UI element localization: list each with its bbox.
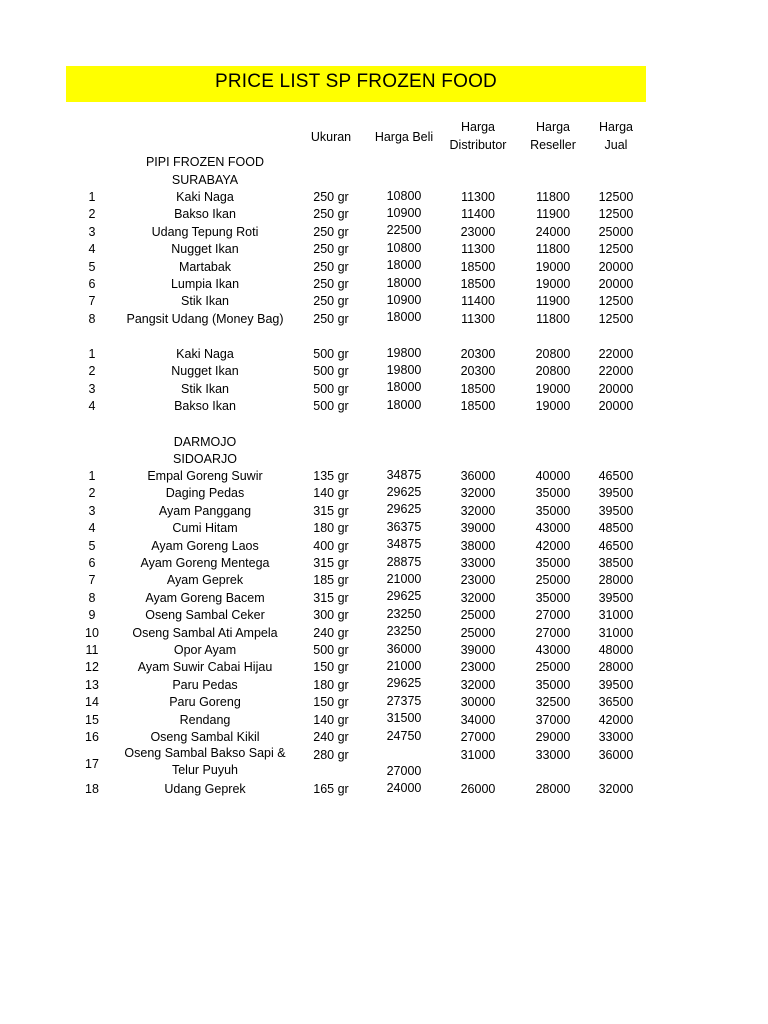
row-harga-beli: 18000 (386, 258, 422, 273)
row-harga-jual: 31000 (598, 608, 634, 623)
row-number: 7 (88, 294, 96, 309)
row-size: 500 gr (313, 364, 349, 379)
row-harga-jual: 48500 (598, 521, 634, 536)
row-product-name: Ayam Goreng Bacem (145, 590, 265, 605)
row-harga-beli: 31500 (386, 711, 422, 726)
row-harga-jual: 46500 (598, 469, 634, 483)
row-number: 2 (88, 364, 96, 379)
row-size: 150 gr (313, 695, 349, 710)
row-product-name: Stik Ikan (181, 294, 229, 309)
row-harga-jual: 22000 (598, 347, 634, 361)
row-size: 250 gr (313, 277, 349, 291)
row-harga-distributor: 23000 (460, 573, 496, 588)
row-product-name: Bakso Ikan (174, 399, 236, 414)
row-harga-distributor: 11300 (461, 190, 495, 204)
row-harga-beli: 10900 (386, 205, 422, 220)
row-product-name: Lumpia Ikan (170, 277, 240, 291)
row-number: 1 (88, 347, 96, 361)
row-harga-jual: 12500 (598, 242, 634, 257)
row-harga-beli: 10900 (386, 292, 422, 307)
row-product-name: Ayam Goreng Laos (151, 538, 259, 553)
row-harga-reseller: 20800 (535, 347, 571, 361)
row-harga-beli: 23250 (386, 624, 422, 639)
row-size: 315 gr (313, 556, 349, 570)
row-size: 140 gr (313, 486, 349, 501)
row-product-name: Stik Ikan (181, 381, 229, 396)
row-harga-reseller: 11800 (536, 242, 570, 257)
row-size: 140 gr (313, 712, 349, 727)
row-harga-jual: 20000 (598, 259, 634, 274)
row-number: 15 (85, 712, 99, 727)
row-size: 300 gr (313, 608, 349, 623)
row-harga-distributor: 27000 (460, 730, 496, 744)
row-product-name: Cumi Hitam (172, 521, 238, 536)
row-harga-jual: 31000 (598, 625, 634, 640)
row-harga-distributor: 11400 (461, 207, 495, 222)
row-harga-beli: 19800 (386, 362, 422, 377)
row-harga-jual: 12500 (598, 190, 634, 204)
row-harga-distributor: 31000 (460, 748, 496, 763)
row-number: 8 (88, 311, 96, 326)
row-harga-distributor: 20300 (460, 364, 496, 379)
row-number: 3 (88, 381, 96, 396)
row-harga-distributor: 32000 (460, 590, 496, 605)
row-product-name: Nugget Ikan (171, 242, 239, 257)
section3-heading-1: DARMOJO (173, 435, 237, 449)
row-size: 250 gr (313, 242, 349, 257)
header-size: Ukuran (310, 130, 352, 144)
row-size: 180 gr (313, 521, 349, 536)
row-size: 185 gr (313, 573, 349, 588)
row-harga-beli: 21000 (386, 658, 422, 673)
row-harga-distributor: 32000 (460, 503, 496, 518)
row-harga-beli: 18000 (386, 380, 422, 395)
row-harga-jual: 46500 (598, 538, 634, 553)
row-harga-beli: 34875 (386, 467, 422, 482)
row-product-name: Paru Pedas (172, 677, 238, 692)
row-harga-jual: 20000 (598, 277, 634, 291)
header-reseller-2: Reseller (530, 138, 576, 152)
row-product-name: Ayam Geprek (166, 573, 244, 588)
row-harga-reseller: 35000 (535, 556, 571, 570)
row-harga-jual: 38500 (598, 556, 634, 570)
row-product-name: Daging Pedas (165, 486, 245, 501)
row-harga-jual: 25000 (598, 224, 634, 239)
row-product-name: Oseng Sambal Ceker (145, 608, 265, 623)
row-number: 3 (88, 503, 96, 518)
row-size: 500 gr (313, 347, 349, 361)
row-product-name: Kaki Naga (176, 190, 234, 204)
row-number: 9 (88, 608, 96, 623)
row-harga-reseller: 35000 (535, 677, 571, 692)
header-distributor-2: Distributor (449, 138, 507, 152)
row-size: 250 gr (313, 207, 349, 222)
row-number: 6 (88, 556, 96, 570)
row-harga-distributor: 20300 (460, 347, 496, 361)
row-harga-reseller: 29000 (535, 730, 571, 744)
row-size: 250 gr (313, 311, 349, 326)
row-number: 1 (88, 469, 96, 483)
row-number: 1 (88, 190, 96, 204)
row-harga-distributor: 11300 (461, 242, 495, 257)
row-size: 280 gr (313, 748, 349, 763)
title-bar (66, 66, 646, 102)
row-product-name: Rendang (179, 712, 231, 727)
row-harga-distributor: 32000 (460, 677, 496, 692)
row-harga-beli: 29625 (386, 502, 422, 517)
row-harga-jual: 36500 (598, 695, 634, 710)
row-harga-beli: 36000 (386, 641, 422, 656)
row-harga-beli: 18000 (386, 275, 422, 290)
page-title: PRICE LIST SP FROZEN FOOD (215, 71, 497, 92)
row-harga-reseller: 19000 (535, 277, 571, 291)
row-harga-reseller: 33000 (535, 748, 571, 763)
row-size: 165 gr (313, 782, 349, 797)
row-size: 500 gr (313, 399, 349, 414)
row-product-name: Oseng Sambal Kikil (150, 730, 260, 744)
row-size: 500 gr (313, 381, 349, 396)
row-harga-beli: 29625 (386, 589, 422, 604)
row-harga-distributor: 32000 (460, 486, 496, 501)
row-harga-beli: 27000 (386, 764, 422, 779)
row-harga-distributor: 39000 (460, 643, 496, 657)
row-number: 10 (85, 625, 99, 640)
row-harga-jual: 28000 (598, 660, 634, 675)
row-harga-jual: 32000 (598, 782, 634, 797)
row-harga-reseller: 35000 (535, 486, 571, 501)
row-product-name: Pangsit Udang (Money Bag) (126, 311, 284, 326)
row-size: 500 gr (313, 643, 349, 657)
row-product-name: Udang Geprek (164, 782, 246, 797)
row-product-name: Opor Ayam (173, 643, 237, 657)
row-harga-beli: 24750 (386, 728, 422, 743)
row-product-name: Oseng Sambal Ati Ampela (132, 625, 278, 640)
row-harga-jual: 12500 (598, 294, 634, 309)
row-harga-distributor: 18500 (460, 277, 496, 291)
row-harga-beli: 18000 (386, 397, 422, 412)
row-product-name: Bakso Ikan (174, 207, 236, 222)
row-harga-jual: 39500 (598, 590, 634, 605)
row-size: 315 gr (313, 503, 349, 518)
section1-heading-1: PIPI FROZEN FOOD (145, 155, 265, 169)
row-harga-beli: 29625 (386, 484, 422, 499)
row-product-name: Telur Puyuh (171, 763, 238, 778)
row-number: 4 (88, 242, 96, 257)
row-harga-reseller: 19000 (535, 259, 571, 274)
row-product-name: Martabak (178, 259, 232, 274)
row-number: 7 (88, 573, 96, 588)
row-harga-reseller: 20800 (535, 364, 571, 379)
row-number: 3 (88, 224, 96, 239)
header-harga-beli: Harga Beli (374, 130, 434, 144)
row-size: 150 gr (313, 660, 349, 675)
row-harga-distributor: 39000 (460, 521, 496, 536)
row-harga-reseller: 40000 (535, 469, 571, 483)
row-product-name: Ayam Suwir Cabai Hijau (137, 660, 273, 675)
row-size: 240 gr (313, 730, 349, 744)
row-harga-reseller: 43000 (535, 643, 571, 657)
row-number: 13 (85, 677, 99, 692)
row-product-name: Kaki Naga (176, 347, 234, 361)
row-harga-beli: 34875 (386, 537, 422, 552)
row-harga-jual: 39500 (598, 486, 634, 501)
row-number: 16 (85, 730, 99, 744)
row-harga-beli: 10800 (386, 188, 422, 203)
header-jual-1: Harga (598, 120, 634, 134)
row-harga-distributor: 30000 (460, 695, 496, 710)
row-size: 180 gr (313, 677, 349, 692)
row-harga-distributor: 25000 (460, 608, 496, 623)
row-harga-reseller: 11800 (536, 311, 570, 326)
row-harga-reseller: 19000 (535, 399, 571, 414)
section1-heading-2: SURABAYA (171, 173, 239, 187)
row-product-name: Ayam Goreng Mentega (140, 556, 270, 570)
row-harga-reseller: 27000 (535, 608, 571, 623)
row-harga-jual: 36000 (598, 748, 634, 763)
row-number: 4 (88, 521, 96, 536)
header-distributor-1: Harga (460, 120, 496, 134)
row-product-name: Oseng Sambal Bakso Sapi & (124, 746, 286, 761)
row-harga-reseller: 19000 (535, 381, 571, 396)
row-harga-reseller: 25000 (535, 660, 571, 675)
row-harga-jual: 12500 (598, 311, 634, 326)
row-harga-reseller: 11900 (536, 207, 570, 222)
row-number: 17 (85, 757, 99, 772)
row-harga-jual: 20000 (598, 399, 634, 414)
row-harga-reseller: 37000 (535, 712, 571, 727)
row-harga-beli: 10800 (386, 240, 422, 255)
row-harga-reseller: 27000 (535, 625, 571, 640)
row-harga-reseller: 43000 (535, 521, 571, 536)
row-harga-distributor: 18500 (460, 399, 496, 414)
row-product-name: Nugget Ikan (171, 364, 239, 379)
row-harga-jual: 39500 (598, 503, 634, 518)
row-size: 250 gr (313, 259, 349, 274)
row-harga-reseller: 11900 (536, 294, 570, 309)
row-harga-jual: 42000 (598, 712, 634, 727)
row-harga-distributor: 11400 (461, 294, 495, 309)
row-harga-distributor: 11300 (461, 311, 495, 326)
row-harga-reseller: 11800 (536, 190, 570, 204)
row-size: 400 gr (313, 538, 349, 553)
row-number: 11 (85, 643, 99, 657)
row-size: 250 gr (313, 294, 349, 309)
row-harga-jual: 39500 (598, 677, 634, 692)
row-harga-beli: 22500 (386, 223, 422, 238)
row-harga-beli: 28875 (386, 554, 422, 569)
row-product-name: Paru Goreng (169, 695, 241, 710)
row-harga-distributor: 34000 (460, 712, 496, 727)
row-harga-beli: 24000 (386, 780, 422, 795)
row-harga-reseller: 35000 (535, 503, 571, 518)
row-harga-beli: 18000 (386, 310, 422, 325)
row-harga-jual: 12500 (598, 207, 634, 222)
row-harga-reseller: 35000 (535, 590, 571, 605)
row-harga-beli: 27375 (386, 693, 422, 708)
row-number: 5 (88, 538, 96, 553)
row-harga-reseller: 42000 (535, 538, 571, 553)
row-harga-distributor: 23000 (460, 660, 496, 675)
row-number: 12 (85, 660, 99, 675)
row-harga-distributor: 26000 (460, 782, 496, 797)
row-harga-beli: 21000 (386, 571, 422, 586)
row-harga-beli: 36375 (386, 519, 422, 534)
row-size: 135 gr (313, 469, 349, 483)
row-harga-distributor: 18500 (460, 259, 496, 274)
row-number: 5 (88, 259, 96, 274)
row-product-name: Ayam Panggang (158, 503, 252, 518)
row-size: 315 gr (313, 590, 349, 605)
row-size: 250 gr (313, 224, 349, 239)
row-harga-distributor: 33000 (460, 556, 496, 570)
row-number: 8 (88, 590, 96, 605)
row-harga-beli: 19800 (386, 345, 422, 360)
row-harga-reseller: 25000 (535, 573, 571, 588)
row-harga-beli: 23250 (386, 606, 422, 621)
row-harga-jual: 48000 (598, 643, 634, 657)
row-number: 14 (85, 695, 99, 710)
section3-heading-2: SIDOARJO (173, 452, 237, 466)
row-number: 2 (88, 207, 96, 222)
row-harga-jual: 28000 (598, 573, 634, 588)
row-harga-distributor: 23000 (460, 224, 496, 239)
row-number: 2 (88, 486, 96, 501)
header-jual-2: Jual (604, 138, 628, 152)
row-harga-reseller: 24000 (535, 224, 571, 239)
row-size: 240 gr (313, 625, 349, 640)
row-harga-jual: 33000 (598, 730, 634, 744)
row-product-name: Udang Tepung Roti (151, 224, 259, 239)
row-harga-jual: 20000 (598, 381, 634, 396)
row-harga-distributor: 25000 (460, 625, 496, 640)
row-product-name: Empal Goreng Suwir (147, 469, 263, 483)
row-harga-reseller: 28000 (535, 782, 571, 797)
header-reseller-1: Harga (535, 120, 571, 134)
row-harga-beli: 29625 (386, 676, 422, 691)
row-number: 4 (88, 399, 96, 414)
row-number: 18 (85, 782, 99, 797)
row-harga-jual: 22000 (598, 364, 634, 379)
row-harga-reseller: 32500 (535, 695, 571, 710)
row-harga-distributor: 18500 (460, 381, 496, 396)
row-number: 6 (88, 277, 96, 291)
row-size: 250 gr (313, 190, 349, 204)
row-harga-distributor: 38000 (460, 538, 496, 553)
row-harga-distributor: 36000 (460, 469, 496, 483)
